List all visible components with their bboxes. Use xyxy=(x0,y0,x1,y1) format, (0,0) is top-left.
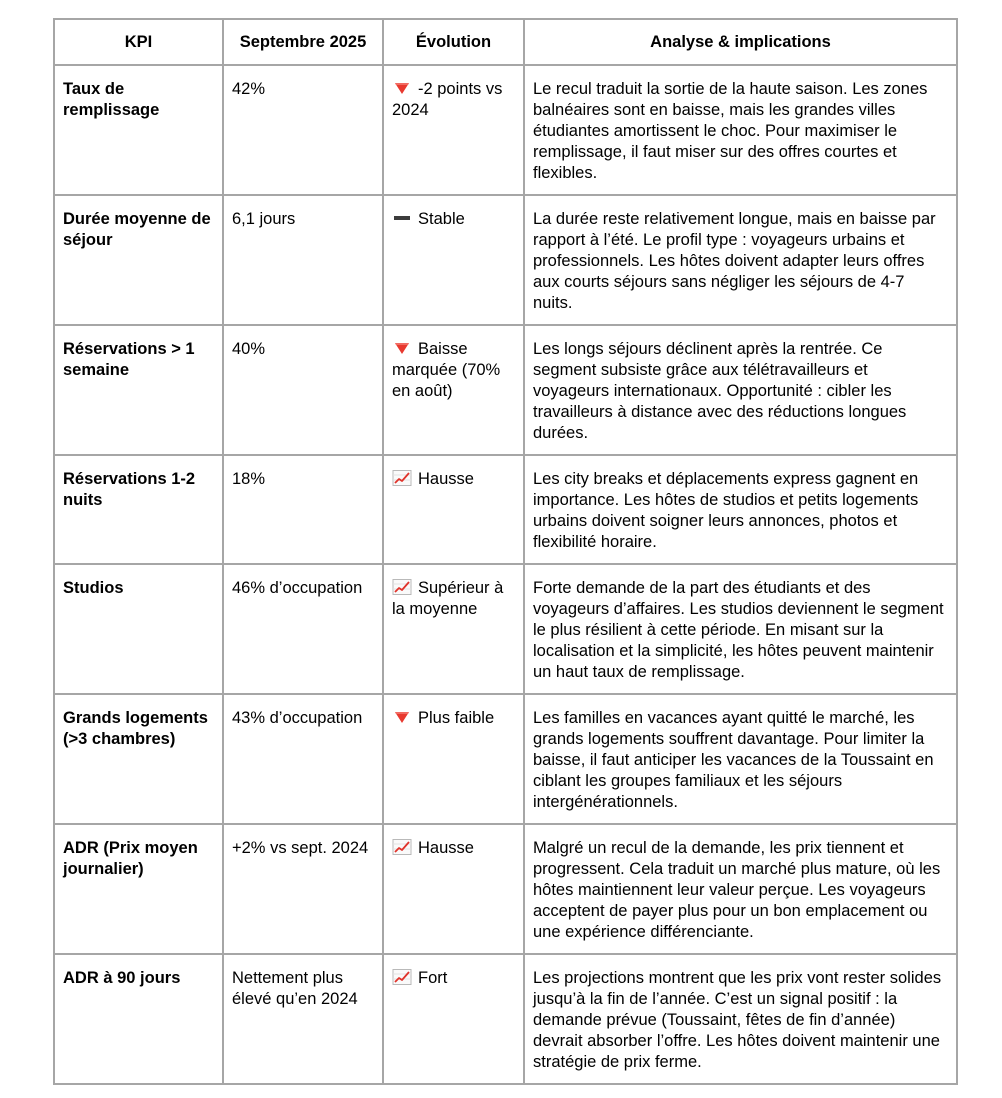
table-row xyxy=(54,954,957,1084)
chart-increasing-icon xyxy=(392,470,412,486)
kpi-name-cell: Durée moyenne de séjour xyxy=(54,195,223,325)
kpi-name-cell: Taux de remplissage xyxy=(54,65,223,195)
header-analysis: Analyse & implications xyxy=(524,19,957,65)
table-row xyxy=(54,694,957,824)
evolution-text: Stable xyxy=(418,210,465,228)
kpi-value-cell: Nettement plus élevé qu’en 2024 xyxy=(223,954,383,1084)
table-body xyxy=(54,65,957,1084)
evolution-cell xyxy=(383,954,524,1084)
header-row xyxy=(54,19,957,65)
analysis-cell: Malgré un recul de la demande, les prix tiennent et progressent. Cela traduit un marché plus mature, où les hôtes maintiennent leur valeur perçue. Les voyageurs acceptent de payer plus pour un bon emplacement ou une expérience différenciante. xyxy=(524,824,957,954)
evolution-text: Hausse xyxy=(418,839,474,857)
kpi-value-cell: 46% d’occupation xyxy=(223,564,383,694)
chart-increasing-icon xyxy=(392,839,412,855)
evolution-cell xyxy=(383,564,524,694)
header-evolution: Évolution xyxy=(383,19,524,65)
analysis-cell: La durée reste relativement longue, mais en baisse par rapport à l’été. Le profil type : voyageurs urbains et professionnels. Les hôtes doivent adapter leurs offres aux courts séjours sans négliger les séjours de 4-7 nuits. xyxy=(524,195,957,325)
table-row xyxy=(54,824,957,954)
evolution-text: Hausse xyxy=(418,470,474,488)
evolution-cell xyxy=(383,195,524,325)
evolution-cell xyxy=(383,65,524,195)
kpi-name-cell: Réservations 1-2 nuits xyxy=(54,455,223,564)
table-header xyxy=(54,19,957,65)
down-triangle-icon xyxy=(392,80,412,96)
down-triangle-icon xyxy=(392,709,412,725)
kpi-value-cell: 42% xyxy=(223,65,383,195)
analysis-cell: Les familles en vacances ayant quitté le marché, les grands logements souffrent davantage. Pour limiter la baisse, il faut anticiper les vacances de la Toussaint en ciblant les groupes familiaux et les séjours intergénérationnels. xyxy=(524,694,957,824)
kpi-name-cell: Réservations > 1 semaine xyxy=(54,325,223,455)
kpi-value-cell: 43% d’occupation xyxy=(223,694,383,824)
kpi-name-cell: Studios xyxy=(54,564,223,694)
evolution-text: Baisse marquée (70% en août) xyxy=(392,340,501,400)
table-row xyxy=(54,325,957,455)
evolution-text: Supérieur à la moyenne xyxy=(392,579,504,618)
table-row xyxy=(54,564,957,694)
kpi-value-cell: 6,1 jours xyxy=(223,195,383,325)
evolution-cell xyxy=(383,455,524,564)
evolution-text: Plus faible xyxy=(418,709,495,727)
evolution-text: -2 points vs 2024 xyxy=(392,80,503,119)
table-row xyxy=(54,65,957,195)
analysis-cell: Forte demande de la part des étudiants et des voyageurs d’affaires. Les studios deviennent le segment le plus résilient à cette période. En misant sur la localisation et la simplicité, les hôtes peuvent maintenir un haut taux de remplissage. xyxy=(524,564,957,694)
analysis-cell: Les projections montrent que les prix vont rester solides jusqu’à la fin de l’année. C’est un signal positif : la demande prévue (Toussaint, fêtes de fin d’année) devrait absorber l’offre. Les hôtes doivent maintenir une stratégie de prix ferme. xyxy=(524,954,957,1084)
analysis-cell: Les city breaks et déplacements express gagnent en importance. Les hôtes de studios et petits logements urbains doivent soigner leurs annonces, photos et flexibilité horaire. xyxy=(524,455,957,564)
table-row xyxy=(54,195,957,325)
kpi-table xyxy=(53,18,958,1085)
kpi-name-cell: ADR à 90 jours xyxy=(54,954,223,1084)
evolution-text: Fort xyxy=(418,969,448,987)
evolution-cell xyxy=(383,824,524,954)
evolution-cell xyxy=(383,694,524,824)
analysis-cell: Les longs séjours déclinent après la rentrée. Ce segment subsiste grâce aux télétravailleurs et voyageurs internationaux. Opportunité : cibler les travailleurs à distance avec des réductions longues durées. xyxy=(524,325,957,455)
header-value: Septembre 2025 xyxy=(223,19,383,65)
kpi-name-cell: Grands logements (>3 chambres) xyxy=(54,694,223,824)
kpi-value-cell: +2% vs sept. 2024 xyxy=(223,824,383,954)
evolution-cell xyxy=(383,325,524,455)
analysis-cell: Le recul traduit la sortie de la haute saison. Les zones balnéaires sont en baisse, mais les grandes villes étudiantes amortissent le choc. Pour maximiser le remplissage, il faut miser sur des offres courtes et flexibles. xyxy=(524,65,957,195)
chart-increasing-icon xyxy=(392,969,412,985)
chart-increasing-icon xyxy=(392,579,412,595)
down-triangle-icon xyxy=(392,340,412,356)
kpi-value-cell: 18% xyxy=(223,455,383,564)
header-kpi: KPI xyxy=(54,19,223,65)
table-row xyxy=(54,455,957,564)
kpi-value-cell: 40% xyxy=(223,325,383,455)
minus-icon xyxy=(392,210,412,226)
kpi-name-cell: ADR (Prix moyen journalier) xyxy=(54,824,223,954)
